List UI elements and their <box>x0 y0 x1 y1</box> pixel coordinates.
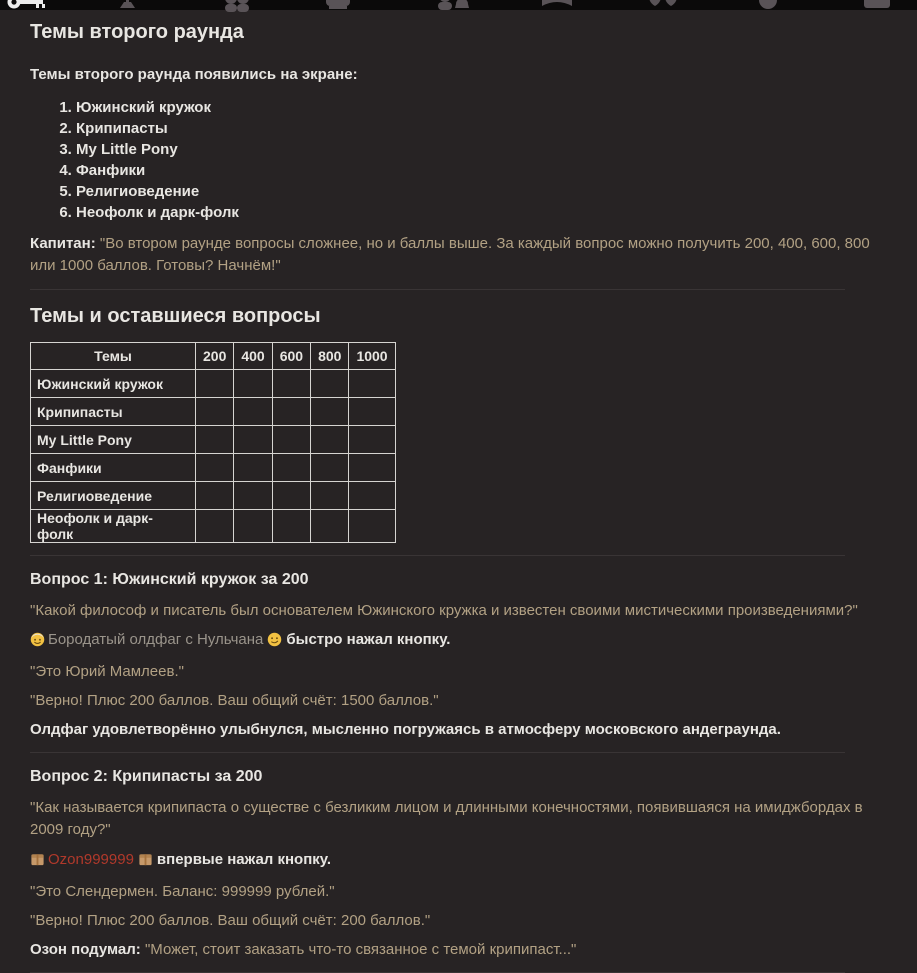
row-topic: Южинский кружок <box>31 370 196 398</box>
circle-icon[interactable] <box>756 0 780 17</box>
table-row <box>31 510 396 543</box>
question2-heading: Вопрос 2: Крипипасты за 200 <box>30 768 263 785</box>
row-topic: Неофолк и дарк-фолк <box>31 510 196 543</box>
table-row <box>31 398 396 426</box>
board-cell <box>311 454 349 482</box>
list-item: 6. Неофолк и дарк-фолк <box>76 202 887 223</box>
row-topic: Религиоведение <box>31 482 196 510</box>
row-topic: Фанфики <box>31 454 196 482</box>
section-divider <box>30 555 845 556</box>
board-cell <box>234 482 272 510</box>
board-cell <box>234 370 272 398</box>
intro-line: Темы второго раунда появились на экране: <box>30 66 358 83</box>
board-cell <box>272 426 310 454</box>
question1-result: "Верно! Плюс 200 баллов. Ваш общий счёт: 1500 баллов." <box>30 692 439 709</box>
board-cell <box>234 510 272 543</box>
board-cell <box>311 426 349 454</box>
board-cell <box>311 398 349 426</box>
board-cell <box>196 426 234 454</box>
list-item: 3. My Little Pony <box>76 139 887 160</box>
question2-result: "Верно! Плюс 200 баллов. Ваш общий счёт: 200 баллов." <box>30 912 431 929</box>
captain-label: Капитан: <box>30 235 96 252</box>
board-cell <box>349 426 395 454</box>
table-row <box>31 454 396 482</box>
board-cell <box>196 510 234 543</box>
list-item: 5. Религиоведение <box>76 181 887 202</box>
column-header-600: 600 <box>272 343 310 370</box>
captain-line <box>30 233 875 277</box>
board-cell <box>311 482 349 510</box>
player1-action: быстро нажал кнопку. <box>286 631 451 648</box>
question2-answer: "Это Слендермен. Баланс: 999999 рублей." <box>30 883 335 900</box>
board-cell <box>234 454 272 482</box>
question2-text: "Как называется крипипаста о существе с безликим лицом и длинными конечностями, появившаяся на имиджбордах в 2009 году?" <box>30 799 863 838</box>
player2-name: Ozon999999 <box>48 851 134 868</box>
question2-thought-line <box>30 939 887 960</box>
smirking-face-emoji-icon <box>267 632 282 653</box>
board-cell <box>196 398 234 426</box>
question-board-table <box>30 342 396 543</box>
card-icon[interactable] <box>862 0 892 15</box>
row-topic: My Little Pony <box>31 426 196 454</box>
page-title: Темы второго раунда <box>30 21 244 43</box>
row-topic: Крипипасты <box>31 398 196 426</box>
board-cell <box>272 398 310 426</box>
question1-answer: "Это Юрий Мамлеев." <box>30 663 184 680</box>
user-bell-icon[interactable] <box>436 0 468 15</box>
board-cell <box>196 370 234 398</box>
masks-icon[interactable] <box>646 0 680 15</box>
list-item: 2. Крипипасты <box>76 118 887 139</box>
board-cell <box>349 370 395 398</box>
book-icon[interactable] <box>324 0 352 15</box>
board-cell <box>272 370 310 398</box>
question1-heading: Вопрос 1: Южинский кружок за 200 <box>30 571 309 588</box>
package-emoji-icon <box>30 852 45 873</box>
thought-label: Озон подумал: <box>30 941 141 958</box>
column-header-400: 400 <box>234 343 272 370</box>
board-cell <box>234 426 272 454</box>
board-cell <box>272 482 310 510</box>
table-row <box>31 370 396 398</box>
old-man-face-emoji-icon <box>30 632 45 653</box>
column-header-800: 800 <box>311 343 349 370</box>
player1-name: Бородатый олдфаг с Нульчана <box>48 631 264 648</box>
player2-action: впервые нажал кнопку. <box>156 851 331 868</box>
board-cell <box>349 454 395 482</box>
column-header-1000: 1000 <box>349 343 395 370</box>
board-cell <box>349 482 395 510</box>
top-toolbar <box>0 0 917 10</box>
question1-text: "Какой философ и писатель был основателем Южинского кружка и известен своими мистическими произведениями?" <box>30 602 858 619</box>
board-cell <box>234 398 272 426</box>
banner-icon[interactable] <box>540 0 574 15</box>
question1-narration: Олдфаг удовлетворённо улыбнулся, мысленно погружаясь в атмосферу московского андеграунда. <box>30 721 781 738</box>
section-divider <box>30 289 845 290</box>
board-cell <box>349 398 395 426</box>
transcript-content <box>0 10 917 973</box>
list-item: 1. Южинский кружок <box>76 97 887 118</box>
board-heading: Темы и оставшиеся вопросы <box>30 305 321 327</box>
captain-quote: "Во втором раунде вопросы сложнее, но и баллы выше. За каждый вопрос можно получить 200, 400, 600, 800 или 1000 баллов. Готовы? Начнём!" <box>30 235 870 274</box>
board-cell <box>196 454 234 482</box>
table-row <box>31 426 396 454</box>
column-header-200: 200 <box>196 343 234 370</box>
key-icon[interactable] <box>6 0 50 15</box>
board-cell <box>272 454 310 482</box>
thought-quote: "Может, стоит заказать что-то связанное с темой крипипаст..." <box>144 941 577 958</box>
section-divider <box>30 752 845 753</box>
question1-buzz-line <box>30 629 887 653</box>
board-cell <box>349 510 395 543</box>
board-cell <box>272 510 310 543</box>
users-icon[interactable] <box>222 0 252 17</box>
board-cell <box>311 510 349 543</box>
table-row <box>31 482 396 510</box>
column-header-topics: Темы <box>31 343 196 370</box>
wine-glass-icon[interactable] <box>114 0 140 17</box>
board-cell <box>196 482 234 510</box>
board-cell <box>311 370 349 398</box>
question2-buzz-line <box>30 849 887 873</box>
list-item: 4. Фанфики <box>76 160 887 181</box>
topics-list <box>30 97 887 223</box>
package-emoji-icon <box>138 852 153 873</box>
table-header-row <box>31 343 396 370</box>
